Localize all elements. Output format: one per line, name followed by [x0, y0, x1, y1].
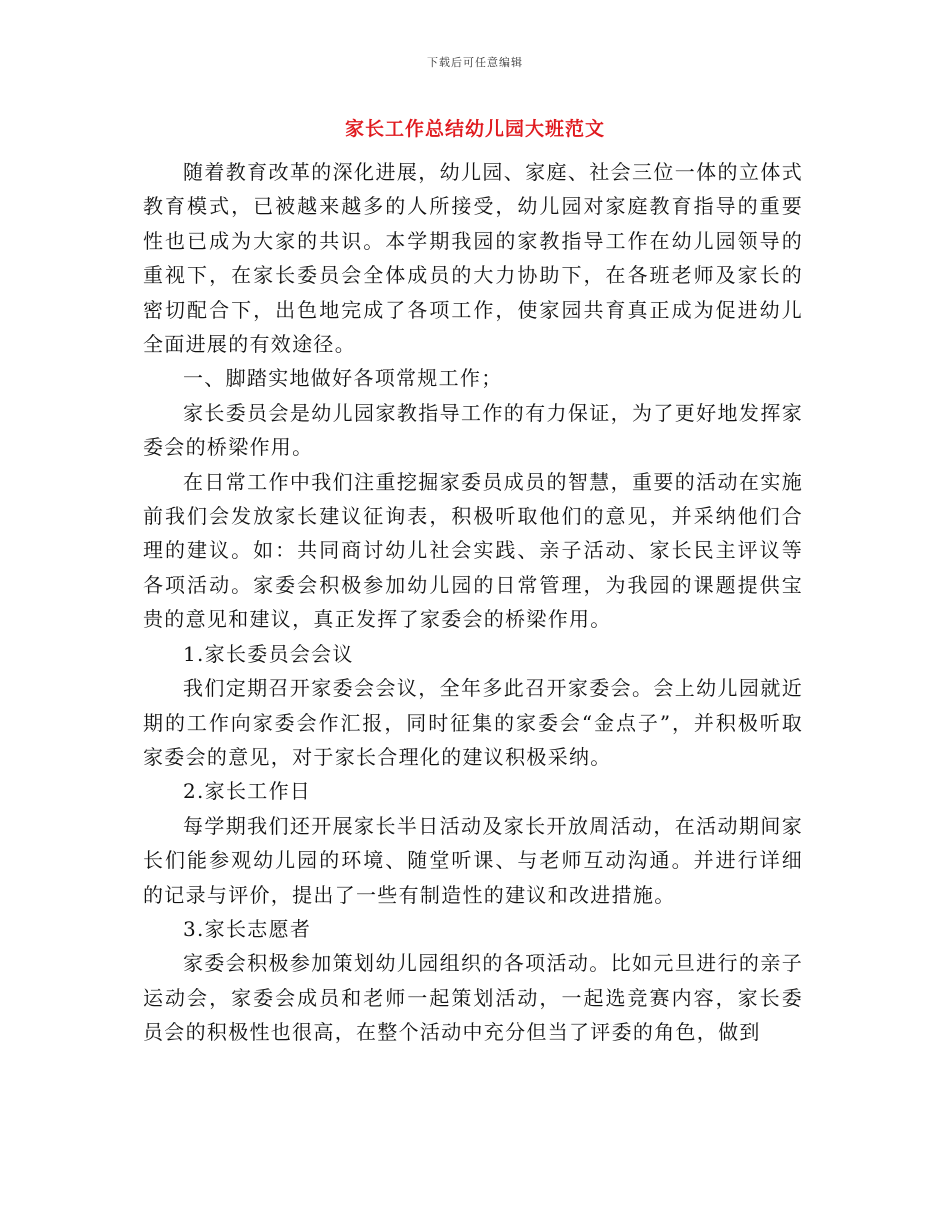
paragraph: 每学期我们还开展家长半日活动及家长开放周活动，在活动期间家长们能参观幼儿园的环境、随堂听课、与老师互动沟通。并进行详细的记录与评价，提出了一些有制造性的建议和改进措施。 [143, 813, 803, 907]
subheading-2: 2.家长工作日 [183, 779, 312, 804]
document-body [143, 155, 803, 1050]
header-note: 下载后可任意编辑 [427, 56, 523, 69]
subheading-3: 3.家长志愿者 [183, 916, 312, 941]
paragraph: 在日常工作中我们注重挖掘家委员成员的智慧，重要的活动在实施前我们会发放家长建议征询表，积极听取他们的意见，并采纳他们合理的建议。如：共同商讨幼儿社会实践、亲子活动、家长民主评议等各项活动。家委会积极参加幼儿园的日常管理，为我园的课题提供宝贵的意见和建议，真正发挥了家委会的桥梁作用。 [143, 469, 803, 632]
paragraph: 家委会积极参加策划幼儿园组织的各项活动。比如元旦进行的亲子运动会，家委会成员和老师一起策划活动，一起选竞赛内容，家长委员会的积极性也很高，在整个活动中充分但当了评委的角色，做到 [143, 951, 803, 1045]
paragraph-intro: 随着教育改革的深化进展，幼儿园、家庭、社会三位一体的立体式教育模式，已被越来越多的人所接受，幼儿园对家庭教育指导的重要性也已成为大家的共识。本学期我园的家教指导工作在幼儿园领导的重视下，在家长委员会全体成员的大力协助下，在各班老师及家长的密切配合下，出色地完成了各项工作，使家园共育真正成为促进幼儿全面进展的有效途径。 [143, 160, 803, 357]
document-title: 家长工作总结幼儿园大班范文 [344, 118, 605, 140]
section-heading-1: 一、脚踏实地做好各项常规工作； [183, 366, 503, 391]
paragraph: 家长委员会是幼儿园家教指导工作的有力保证，为了更好地发挥家委会的桥梁作用。 [143, 400, 803, 460]
paragraph: 我们定期召开家委会会议，全年多此召开家委会。会上幼儿园就近期的工作向家委会作汇报，同时征集的家委会“金点子”，并积极听取家委会的意见，对于家长合理化的建议积极采纳。 [143, 676, 803, 769]
subheading-1: 1.家长委员会会议 [183, 641, 354, 666]
